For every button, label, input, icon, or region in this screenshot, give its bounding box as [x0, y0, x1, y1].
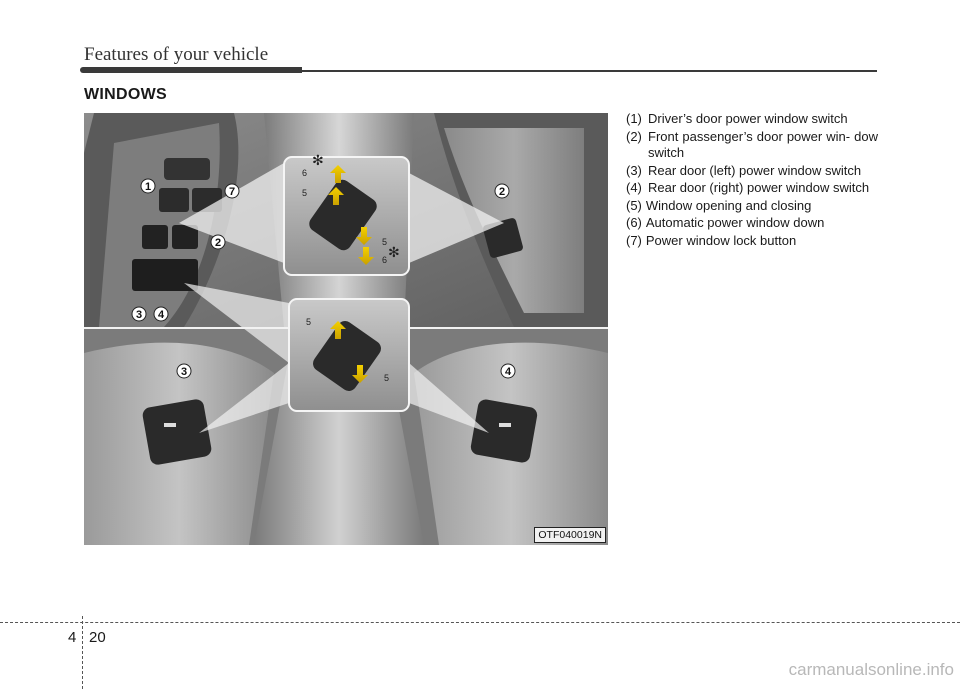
label-5-top: 5	[302, 188, 308, 198]
rear-left-switch-mark	[164, 423, 176, 427]
legend-item	[626, 111, 878, 128]
legend-text: Window opening and closing	[645, 197, 812, 213]
window-switch-illustration	[84, 113, 608, 545]
legend-num: (3)	[626, 162, 642, 178]
label-6-top: 6	[302, 168, 308, 178]
lock-button	[159, 188, 189, 212]
header-rule-thin	[302, 70, 877, 72]
callout-2-left-label: 2	[214, 237, 222, 249]
legend-item	[626, 163, 878, 180]
legend-num: (2)	[626, 128, 642, 144]
callout-3-bottom-label: 3	[180, 366, 188, 378]
legend-num: (7)	[626, 232, 642, 248]
legend-num: (4)	[626, 180, 642, 195]
callout-7-label: 7	[228, 186, 236, 198]
legend-text: Front passenger’s door power win- dow switch	[648, 128, 878, 160]
page-number: 20	[89, 629, 106, 646]
label-5-bottom: 5	[382, 237, 388, 247]
mirror-switch	[164, 158, 210, 180]
section-title: WINDOWS	[84, 86, 167, 103]
illustration-svg	[84, 113, 608, 545]
header-rule-thick	[80, 67, 302, 73]
callout-3-top-label: 3	[135, 309, 143, 321]
legend-num: (6)	[626, 215, 642, 230]
rear-right-switch-mark	[499, 423, 511, 427]
label-6-bottom: 6	[382, 255, 388, 265]
callout-4-bottom-label: 4	[504, 366, 512, 378]
legend-text: Rear door (right) power window switch	[648, 180, 870, 195]
rear-right-door-switch	[470, 398, 539, 464]
callout-2-right-label: 2	[498, 186, 506, 198]
legend-list	[626, 111, 878, 250]
legend-text: Rear door (left) power window switch	[648, 162, 862, 178]
legend-text: Automatic power window down	[645, 215, 825, 230]
watermark: carmanualsonline.info	[788, 660, 954, 679]
chapter-number: 4	[68, 629, 77, 646]
figure-code: OTF040019N	[534, 527, 606, 543]
legend-item	[626, 215, 878, 232]
footer-vrule	[82, 616, 83, 689]
legend-text: Power window lock button	[645, 232, 797, 248]
legend-item	[626, 233, 878, 250]
legend-num: (5)	[626, 197, 642, 213]
label-5-manual-bottom: 5	[384, 373, 390, 383]
legend-item	[626, 180, 878, 197]
label-5-manual-top: 5	[306, 317, 312, 327]
asterisk-icon-top: ✻	[312, 153, 324, 169]
legend-text: Driver’s door power window switch	[648, 111, 848, 126]
footer-rule	[0, 622, 960, 623]
asterisk-icon-bottom: ✻	[388, 245, 400, 261]
header-title: Features of your vehicle	[84, 44, 269, 65]
callout-4-top-label: 4	[157, 309, 165, 321]
legend-item	[626, 129, 878, 162]
driver-switch	[142, 225, 168, 249]
legend-item	[626, 198, 878, 215]
callout-1-label: 1	[144, 181, 152, 193]
legend-num: (1)	[626, 111, 642, 126]
